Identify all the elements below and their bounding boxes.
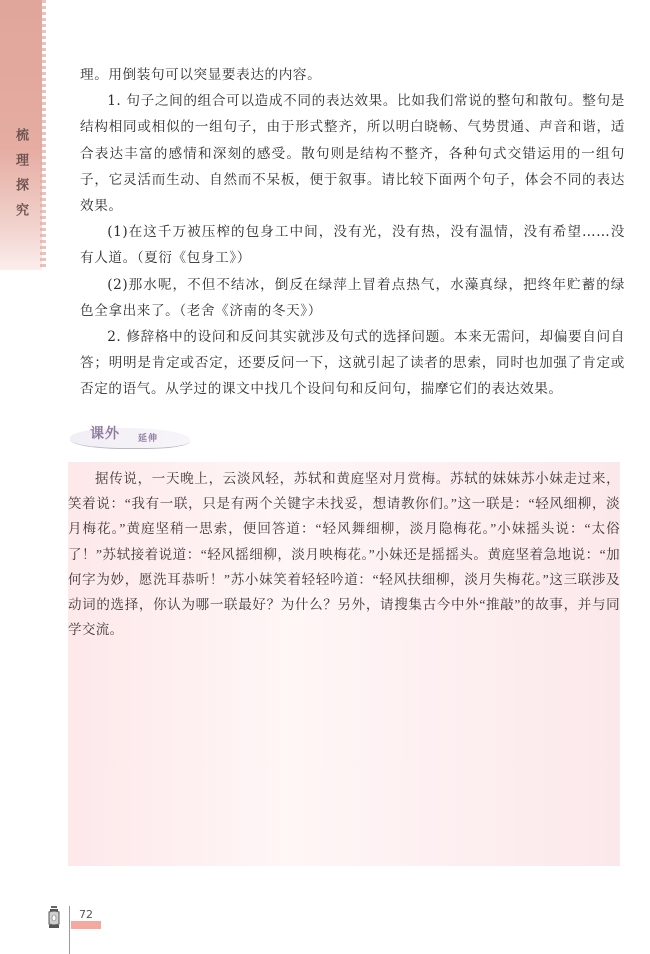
extension-header xyxy=(70,418,200,454)
main-content xyxy=(80,62,625,403)
paragraph-point-1: 1. 句子之间的组合可以造成不同的表达效果。比如我们常说的整句和散句。整句是结构相同或相似的一组句子，由于形式整齐，所以明白晓畅、气势贯通、声音和谐，适合表达丰富的感情和深刻的感受。散句则是结构不整齐，各种句式交错运用的一组句子，它灵活而生动、自然而不呆板，便于叙事。请比较下面两个句子，体会不同的表达效果。 xyxy=(80,93,625,215)
extension-subtitle: 延伸 xyxy=(138,434,159,444)
paragraph-point-2: 2. 修辞格中的设问和反问其实就涉及句式的选择问题。本来无需问，却偏要自问自答；明明是肯定或否定，还要反问一下，这就引起了读者的思索，同时也加强了肯定或否定的语气。从学过的课文中找几个设问句和反问句，揣摩它们的表达效果。 xyxy=(80,329,625,398)
example-sentence-1: (1)在这千万被压榨的包身工中间，没有光，没有热，没有温情，没有希望……没有人道。（夏衍《包身工》） xyxy=(80,224,625,267)
extension-title: 课外 xyxy=(90,426,120,442)
paragraph-intro: 理。用倒装句可以突显要表达的内容。 xyxy=(80,67,322,83)
brush-swash-decoration xyxy=(70,428,190,449)
extension-paragraph: 据传说，一天晚上，云淡风轻，苏轼和黄庭坚对月赏梅。苏轼的妹妹苏小妹走过来，笑着说：“我有一联，只是有两个关键字未找妥，想请教你们。”这一联是：“轻风细柳，淡月梅花。”黄庭坚稍一思索，便回答道：“轻风舞细柳，淡月隐梅花。”小妹摇头说：“太俗了！”苏轼接着说道：“轻风摇细柳，淡月映梅花。”小妹还是摇摇头。黄庭坚着急地说：“加何字为妙，愿洗耳恭听！”苏小妹笑着轻轻吟道：“轻风扶细柳，淡月失梅花。”这三联涉及动词的选择，你认为哪一联最好？为什么？另外，请搜集古今中外“推敲”的故事，并与同学交流。 xyxy=(68,471,620,638)
extension-text xyxy=(68,466,620,642)
section-label: 梳理探究 xyxy=(13,128,28,228)
lantern-icon xyxy=(46,906,62,930)
footer-divider xyxy=(69,906,70,954)
page-tag-bar xyxy=(71,921,101,929)
example-sentence-2: (2)那水呢，不但不结冰，倒反在绿萍上冒着点热气，水藻真绿，把终年贮蓄的绿色全拿出来了。（老舍《济南的冬天》） xyxy=(80,276,625,319)
page-number: 72 xyxy=(79,908,93,921)
